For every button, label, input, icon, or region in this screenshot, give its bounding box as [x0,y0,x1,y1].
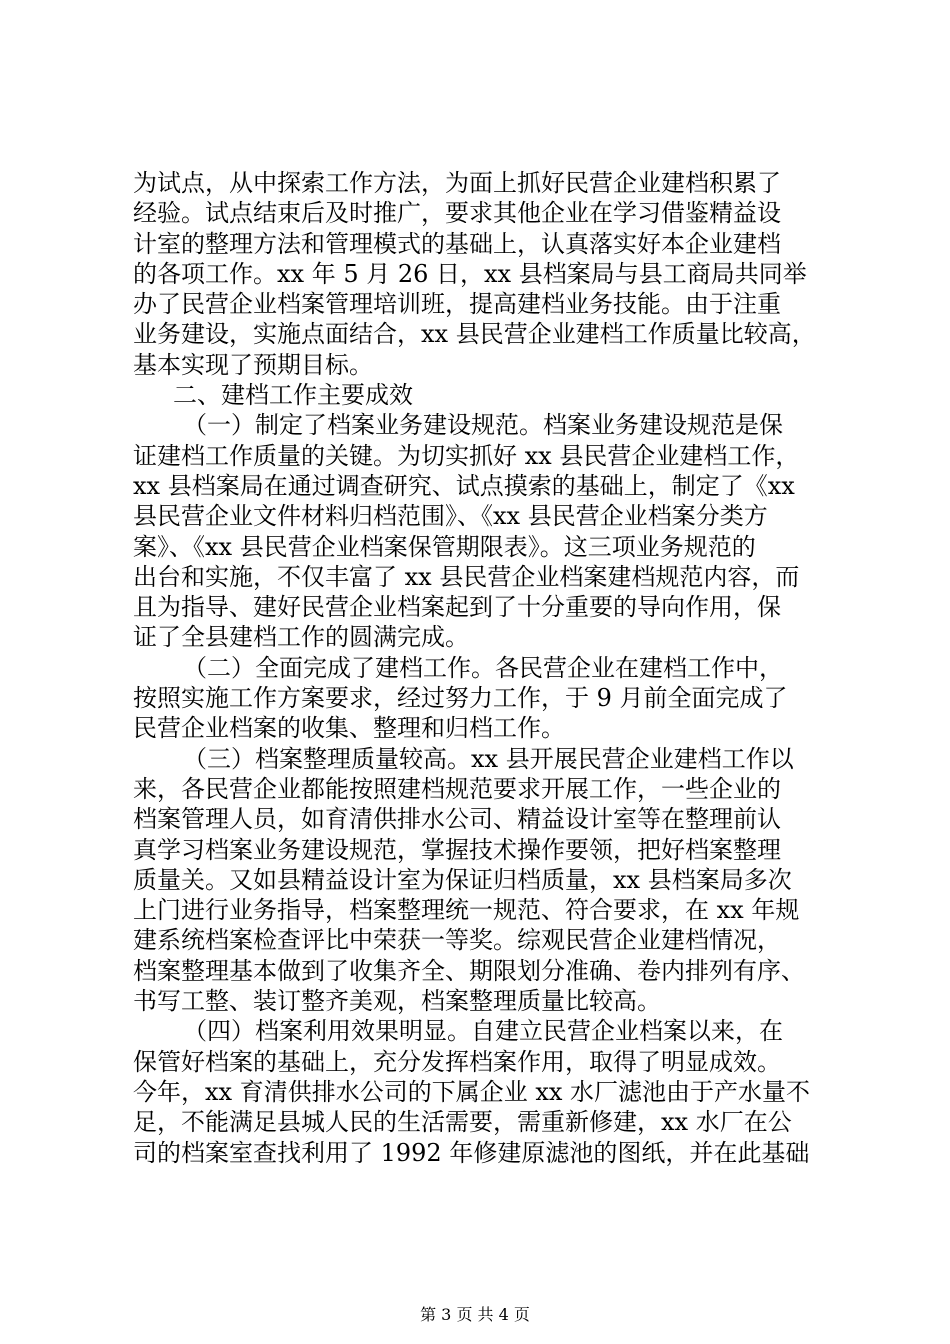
text-line: 司的档案室查找利用了 1992 年修建原滤池的图纸，并在此基础 [133,1138,810,1167]
text-line: 县民营企业文件材料归档范围》、《xx 县民营企业档案分类方 [133,502,768,531]
text-line: 档案管理人员，如育清供排水公司、精益设计室等在整理前认 [133,805,781,834]
text-line: 按照实施工作方案要求，经过努力工作，于 9 月前全面完成了 [133,684,788,713]
page-footer: 第 3 页 共 4 页 [420,1305,530,1324]
text-line: 为试点，从中探索工作方法，为面上抓好民营企业建档积累了 [133,169,781,197]
text-line: 办了民营企业档案管理培训班，提高建档业务技能。由于注重 [133,290,781,319]
text-line: 出台和实施，不仅丰富了 xx 县民营企业档案建档规范内容，而 [133,562,800,591]
text-line: 质量关。又如县精益设计室为保证归档质量，xx 县档案局多次 [133,865,792,894]
text-line: 上门进行业务指导，档案整理统一规范、符合要求，在 xx 年规 [133,896,800,925]
text-line: 今年，xx 育清供排水公司的下属企业 xx 水厂滤池由于产水量不 [133,1077,811,1106]
text-line: xx 县档案局在通过调查研究、试点摸索的基础上，制定了《xx [133,471,795,500]
text-line: （三）档案整理质量较高。xx 县开展民营企业建档工作以 [183,744,794,773]
text-line: 足，不能满足县城人民的生活需要，需重新修建，xx 水厂在公 [133,1108,792,1137]
text-line: 证了全县建档工作的圆满完成。 [133,623,469,652]
text-line: 业务建设，实施点面结合，xx 县民营企业建档工作质量比较高， [133,320,816,349]
text-line: 书写工整、装订整齐美观，档案整理质量比较高。 [133,987,661,1016]
text-line: 档案整理基本做到了收集齐全、期限划分准确、卷内排列有序、 [133,956,805,985]
text-line: 的各项工作。xx 年 5 月 26 日，xx 县档案局与县工商局共同举 [133,259,807,288]
text-line: 基本实现了预期目标。 [133,350,373,379]
text-line: 保管好档案的基础上，充分发挥档案作用，取得了明显成效。 [133,1047,781,1076]
text-line: 真学习档案业务建设规范，掌握技术操作要领，把好档案整理 [133,835,781,864]
text-line: （二）全面完成了建档工作。各民营企业在建档工作中， [183,653,783,682]
text-line: 且为指导、建好民营企业档案起到了十分重要的导向作用，保 [133,593,781,622]
text-line: 来，各民营企业都能按照建档规范要求开展工作，一些企业的 [133,774,781,803]
text-line: （一）制定了档案业务建设规范。档案业务建设规范是保 [183,411,783,440]
text-line: 计室的整理方法和管理模式的基础上，认真落实好本企业建档 [133,229,781,258]
text-line: 二、建档工作主要成效 [173,381,413,410]
text-line: 案》、《xx 县民营企业档案保管期限表》。这三项业务规范的 [133,532,756,561]
text-line: 证建档工作质量的关键。为切实抓好 xx 县民营企业建档工作， [133,441,800,470]
text-line: 民营企业档案的收集、整理和归档工作。 [133,714,565,743]
text-line: （四）档案利用效果明显。自建立民营企业档案以来，在 [183,1017,783,1046]
text-line: 经验。试点结束后及时推广，要求其他企业在学习借鉴精益设 [133,199,781,228]
document-body [133,168,833,1168]
text-line: 建系统档案检查评比中荣获一等奖。综观民营企业建档情况， [133,926,781,955]
